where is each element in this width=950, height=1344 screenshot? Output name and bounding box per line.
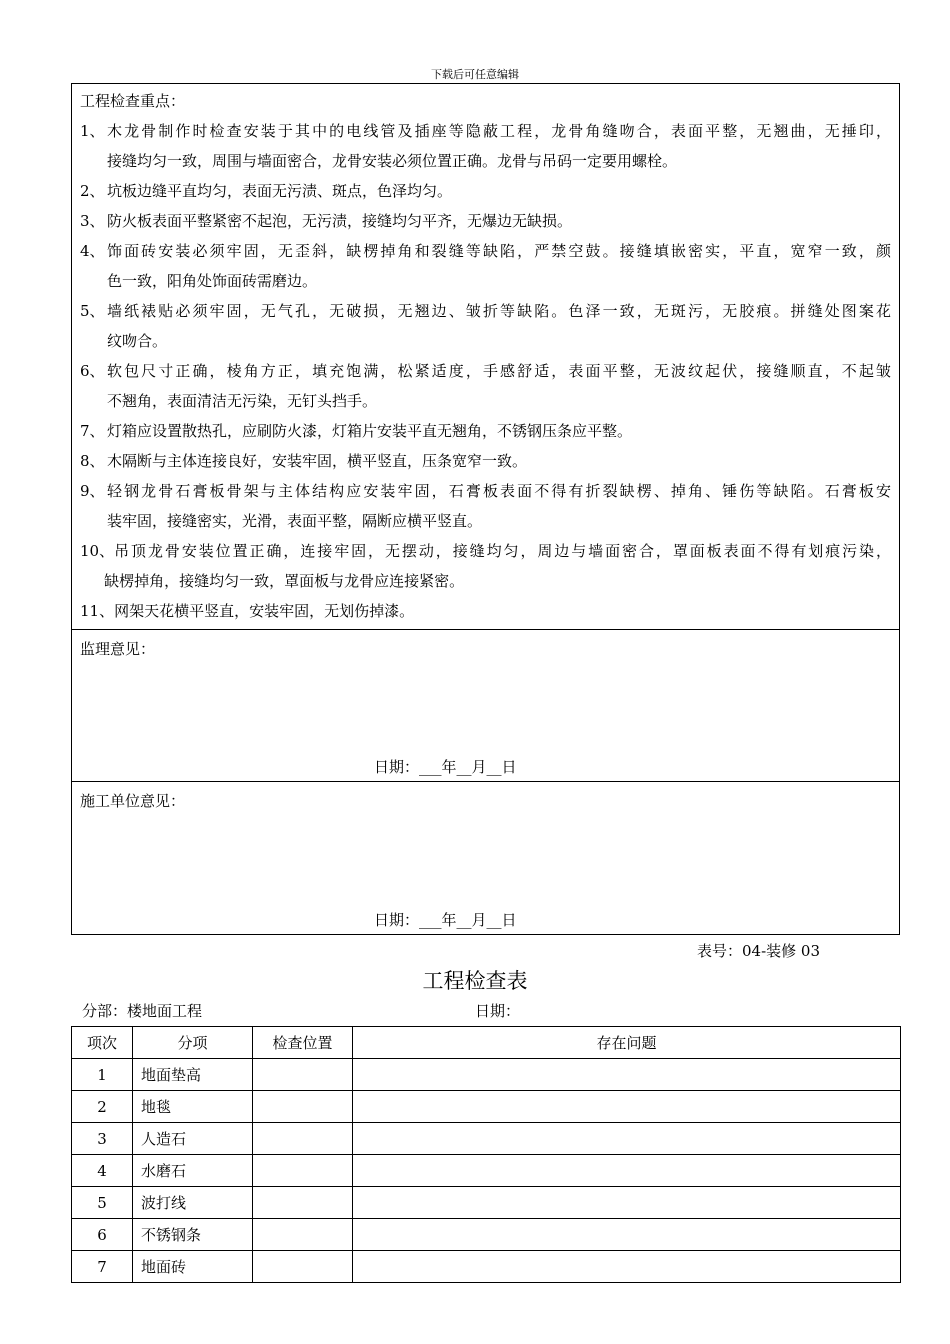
inspection-item — [80, 176, 891, 206]
inspection-item — [80, 416, 891, 446]
table-row — [72, 1251, 901, 1283]
contractor-opinion-section — [71, 781, 900, 935]
item-text-line: 木龙骨制作时检查安装于其中的电线管及插座等隐蔽工程，龙骨角缝吻合，表面平整，无翘曲，无捶印， — [107, 122, 891, 140]
row-location — [253, 1251, 353, 1283]
item-text-line: 吊顶龙骨安装位置正确，连接牢固，无摆动，接缝均匀，周边与墙面密合，罩面板表面不得有划痕污染， — [114, 542, 891, 560]
inspection-item — [80, 536, 891, 596]
item-text-continuation: 装牢固，接缝密实，光滑，表面平整，隔断应横平竖直。 — [107, 512, 483, 530]
row-number: 4 — [72, 1155, 133, 1187]
inspection-item — [80, 236, 891, 296]
table-row — [72, 1219, 901, 1251]
inspection-items-list — [80, 116, 891, 626]
item-number: 2、 — [80, 182, 105, 200]
inspection-item — [80, 356, 891, 416]
row-item: 人造石 — [133, 1123, 253, 1155]
item-text-line: 轻钢龙骨石膏板骨架与主体结构应安装牢固，石膏板表面不得有折裂缺楞、掉角、锤伤等缺陷。石膏板安 — [107, 482, 891, 500]
row-problem — [353, 1251, 901, 1283]
item-text-line: 墙纸裱贴必须牢固，无气孔，无破损，无翘边、皱折等缺陷。色泽一致，无斑污，无胶痕。拼缝处图案花 — [107, 302, 891, 320]
inspection-table — [71, 1026, 901, 1283]
item-text — [107, 116, 891, 176]
row-item: 地面垫高 — [133, 1059, 253, 1091]
inspection-heading: 工程检查重点： — [80, 92, 186, 110]
row-number: 6 — [72, 1219, 133, 1251]
row-item: 不锈钢条 — [133, 1219, 253, 1251]
item-text-continuation: 接缝均匀一致，周围与墙面密合，龙骨安装必须位置正确。龙骨与吊码一定要用螺栓。 — [107, 152, 678, 170]
inspection-item — [80, 206, 891, 236]
item-text — [107, 476, 891, 536]
item-text — [107, 356, 891, 416]
inspection-item — [80, 116, 891, 176]
item-number: 1、 — [80, 122, 105, 140]
table-row — [72, 1155, 901, 1187]
item-number: 4、 — [80, 242, 105, 260]
row-location — [253, 1059, 353, 1091]
item-text-line: 防火板表面平整紧密不起泡，无污渍，接缝均匀平齐，无爆边无缺损。 — [107, 212, 573, 230]
item-text-continuation: 色一致，阳角处饰面砖需磨边。 — [107, 272, 318, 290]
page-header: 下载后可任意编辑 — [431, 68, 519, 81]
row-location — [253, 1091, 353, 1123]
item-number: 9、 — [80, 482, 105, 500]
row-problem — [353, 1091, 901, 1123]
item-text — [107, 176, 891, 206]
header-problem: 存在问题 — [353, 1027, 901, 1059]
item-number: 7、 — [80, 422, 105, 440]
item-text — [107, 236, 891, 296]
item-text — [107, 296, 891, 356]
header-item: 分项 — [133, 1027, 253, 1059]
item-text-continuation: 不翘角，表面清洁无污染，无钉头挡手。 — [107, 392, 378, 410]
supervision-date: 日期：___年__月__日 — [374, 758, 517, 776]
table-row — [72, 1059, 901, 1091]
inspection-item — [80, 596, 891, 626]
item-number: 10、 — [80, 542, 115, 560]
item-number: 8、 — [80, 452, 105, 470]
item-text-continuation: 缺楞掉角，接缝均匀一致，罩面板与龙骨应连接紧密。 — [104, 572, 465, 590]
item-text — [107, 206, 891, 236]
row-number: 3 — [72, 1123, 133, 1155]
inspection-item — [80, 296, 891, 356]
row-location — [253, 1123, 353, 1155]
table-row — [72, 1123, 901, 1155]
row-location — [253, 1187, 353, 1219]
inspection-item — [80, 476, 891, 536]
inspection-item — [80, 446, 891, 476]
row-problem — [353, 1155, 901, 1187]
row-problem — [353, 1219, 901, 1251]
item-text-line: 网架天花横平竖直，安装牢固，无划伤掉漆。 — [114, 602, 415, 620]
contractor-label: 施工单位意见： — [80, 792, 186, 810]
supervision-opinion-section — [71, 629, 900, 782]
item-text — [107, 416, 891, 446]
row-number: 2 — [72, 1091, 133, 1123]
item-text — [104, 536, 891, 596]
row-number: 5 — [72, 1187, 133, 1219]
row-number: 1 — [72, 1059, 133, 1091]
table-row — [72, 1091, 901, 1123]
item-text-line: 灯箱应设置散热孔，应刷防火漆，灯箱片安装平直无翘角，不锈钢压条应平整。 — [107, 422, 633, 440]
form-title: 工程检查表 — [422, 969, 528, 993]
item-number: 3、 — [80, 212, 105, 230]
item-number: 6、 — [80, 362, 105, 380]
form-code: 表号：04-装修 03 — [697, 942, 821, 960]
item-number: 5、 — [80, 302, 105, 320]
item-text-line: 木隔断与主体连接良好，安装牢固，横平竖直，压条宽窄一致。 — [107, 452, 528, 470]
header-no: 项次 — [72, 1027, 133, 1059]
row-item: 地毯 — [133, 1091, 253, 1123]
row-item: 水磨石 — [133, 1155, 253, 1187]
table-header-row — [72, 1027, 901, 1059]
table-body — [72, 1059, 901, 1283]
item-text-line: 软包尺寸正确，棱角方正，填充饱满，松紧适度，手感舒适，表面平整，无波纹起伏，接缝顺直，不起皱 — [107, 362, 891, 380]
supervision-label: 监理意见： — [80, 640, 156, 658]
inspection-points-section — [71, 83, 900, 630]
row-number: 7 — [72, 1251, 133, 1283]
row-problem — [353, 1123, 901, 1155]
row-location — [253, 1219, 353, 1251]
date-label: 日期： — [475, 1002, 521, 1020]
item-text — [114, 596, 891, 626]
item-text-line: 饰面砖安装必须牢固，无歪斜，缺楞掉角和裂缝等缺陷，严禁空鼓。接缝填嵌密实，平直，宽窄一致，颜 — [107, 242, 891, 260]
row-problem — [353, 1059, 901, 1091]
contractor-date: 日期：___年__月__日 — [374, 911, 517, 929]
section-label: 分部：楼地面工程 — [82, 1002, 203, 1020]
item-text — [107, 446, 891, 476]
header-location: 检查位置 — [253, 1027, 353, 1059]
row-item: 波打线 — [133, 1187, 253, 1219]
row-location — [253, 1155, 353, 1187]
item-text-continuation: 纹吻合。 — [107, 332, 168, 350]
table-row — [72, 1187, 901, 1219]
row-item: 地面砖 — [133, 1251, 253, 1283]
row-problem — [353, 1187, 901, 1219]
item-text-line: 坑板边缝平直均匀，表面无污渍、斑点，色泽均匀。 — [107, 182, 453, 200]
item-number: 11、 — [80, 602, 115, 620]
